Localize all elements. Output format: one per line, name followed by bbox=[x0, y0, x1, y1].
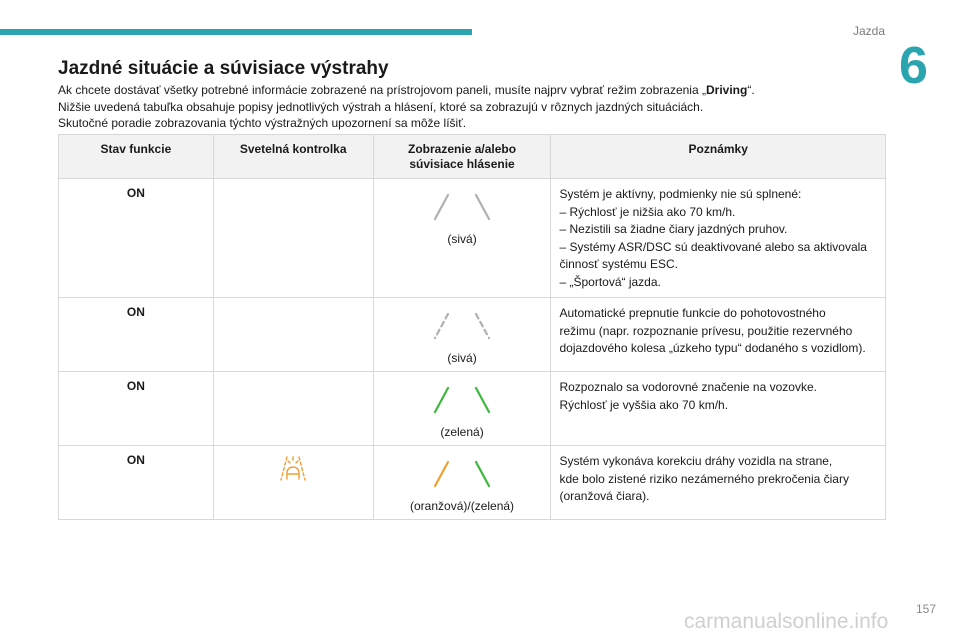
solid-lane-lines-icon bbox=[430, 385, 494, 415]
left-lane-line bbox=[435, 462, 448, 486]
header-function-state: Stav funkcie bbox=[59, 135, 214, 179]
driving-mode-name: Driving bbox=[705, 83, 748, 97]
intro-line-2: Nižšie uvedená tabuľka obsahuje popisy jednotlivých výstrah a hlásení, ktoré sa zobrazujú v rôznych jazdných situáciách. bbox=[58, 99, 704, 114]
chapter-number: 6 bbox=[899, 37, 928, 95]
note-line: – Rýchlosť je nižšia ako 70 km/h. bbox=[559, 204, 736, 219]
display-color-caption: (sivá) bbox=[447, 232, 477, 246]
function-state: ON bbox=[59, 179, 214, 298]
table-row bbox=[59, 372, 886, 446]
note-line: činnosť systému ESC. bbox=[559, 257, 679, 271]
warnings-table bbox=[58, 134, 886, 520]
left-lane-line bbox=[435, 195, 448, 219]
note-line: – Systémy ASR/DSC sú deaktivované alebo sa aktivovala bbox=[559, 239, 867, 254]
warning-lamp-cell bbox=[213, 446, 373, 520]
right-lane-line bbox=[476, 462, 489, 486]
lane-departure-warning-icon bbox=[278, 453, 308, 483]
notes-cell bbox=[551, 179, 886, 298]
section-label: Jazda bbox=[853, 24, 886, 38]
notes-cell bbox=[551, 298, 886, 372]
display-color-caption: (sivá) bbox=[447, 351, 477, 365]
header-display-message: Zobrazenie a/alebo súvisiace hlásenie bbox=[373, 135, 551, 179]
right-lane-line bbox=[476, 388, 489, 412]
header-warning-lamp: Svetelná kontrolka bbox=[213, 135, 373, 179]
note-line: – Nezistili sa žiadne čiary jazdných pruhov. bbox=[559, 222, 788, 236]
warning-lamp-cell bbox=[213, 298, 373, 372]
header-notes: Poznámky bbox=[551, 135, 886, 179]
note-line: (oranžová čiara). bbox=[559, 489, 650, 503]
function-state: ON bbox=[59, 446, 214, 520]
watermark: carmanualsonline.info bbox=[684, 610, 889, 633]
solid-lane-lines-icon bbox=[430, 192, 494, 222]
display-cell bbox=[373, 179, 551, 298]
display-color-caption: (oranžová)/(zelená) bbox=[410, 499, 515, 513]
note-line: kde bolo zistené riziko nezámerného prekročenia čiary bbox=[559, 471, 849, 486]
note-line: dojazdového kolesa „úzkeho typu“ dodaného s vozidlom). bbox=[559, 341, 866, 355]
note-line: Rýchlosť je vyššia ako 70 km/h. bbox=[559, 397, 729, 412]
notes-cell bbox=[551, 446, 886, 520]
note-line: Automatické prepnutie funkcie do pohotovostného bbox=[559, 306, 826, 320]
note-line: – „Športová“ jazda. bbox=[559, 274, 661, 289]
header-accent-bar bbox=[0, 29, 472, 35]
note-line: Systém vykonáva korekciu dráhy vozidla na strane, bbox=[559, 454, 833, 468]
page-number: 157 bbox=[916, 602, 937, 616]
display-cell bbox=[373, 372, 551, 446]
table-header-row bbox=[59, 135, 886, 179]
table-row bbox=[59, 179, 886, 298]
function-state: ON bbox=[59, 372, 214, 446]
display-cell bbox=[373, 298, 551, 372]
left-lane-line bbox=[435, 388, 448, 412]
warning-lamp-cell bbox=[213, 179, 373, 298]
solid-lane-lines-icon bbox=[430, 459, 494, 489]
display-color-caption: (zelená) bbox=[440, 425, 484, 439]
left-lane-line bbox=[435, 314, 448, 338]
dashed-lane-lines-icon bbox=[430, 311, 494, 341]
right-lane-line bbox=[476, 314, 489, 338]
note-line: Rozpoznalo sa vodorovné značenie na vozovke. bbox=[559, 380, 817, 394]
display-cell bbox=[373, 446, 551, 520]
note-line: režimu (napr. rozpoznanie prívesu, použitie rezervného bbox=[559, 323, 853, 338]
function-state: ON bbox=[59, 298, 214, 372]
warning-lamp-cell bbox=[213, 372, 373, 446]
right-lane-line bbox=[476, 195, 489, 219]
intro-line-1: Ak chcete dostávať všetky potrebné informácie zobrazené na prístrojovom paneli, musíte najprv vybrať režim zobrazenia „Driving“. bbox=[58, 83, 755, 97]
notes-cell bbox=[551, 372, 886, 446]
table-row bbox=[59, 298, 886, 372]
table-row bbox=[59, 446, 886, 520]
note-line: Systém je aktívny, podmienky nie sú splnené: bbox=[559, 187, 802, 201]
intro-line-3: Skutočné poradie zobrazovania týchto výstražných upozornení sa môže líšiť. bbox=[58, 116, 467, 130]
intro-text bbox=[58, 82, 858, 132]
page-title: Jazdné situácie a súvisiace výstrahy bbox=[58, 58, 389, 79]
